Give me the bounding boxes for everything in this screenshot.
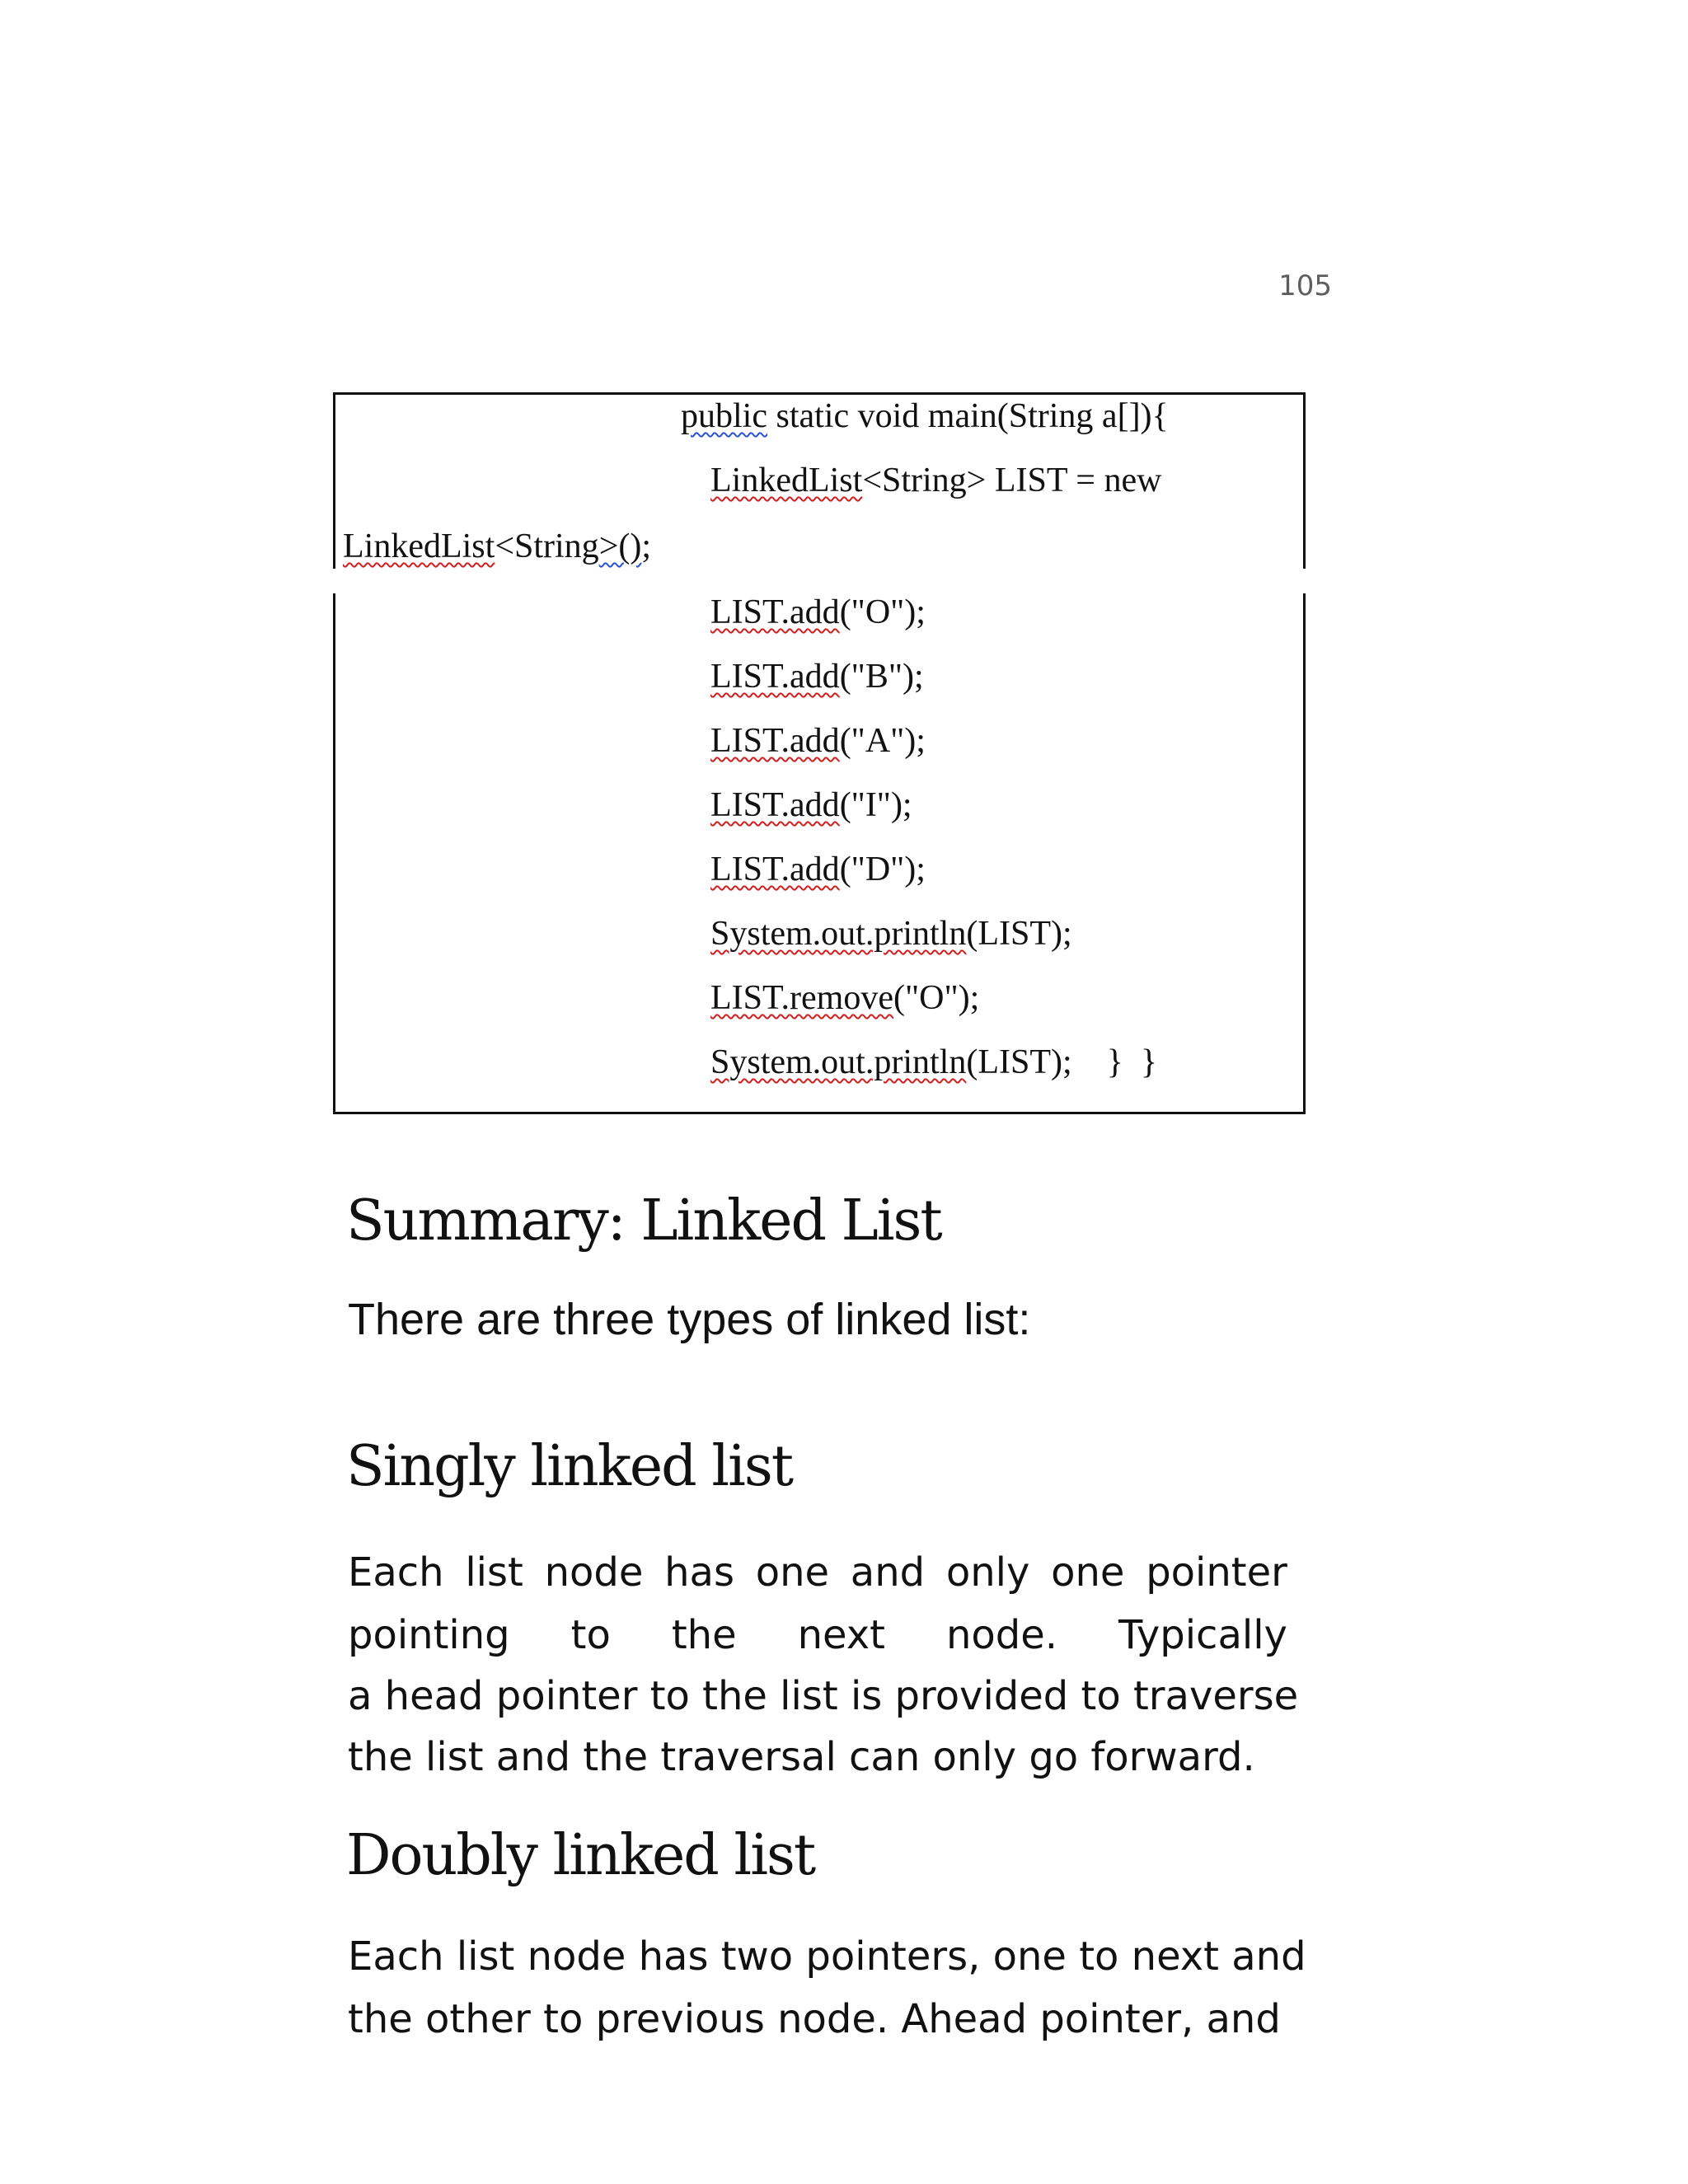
singly-paragraph-line: the list and the traversal can only go forward. <box>348 1734 1255 1780</box>
word: list <box>465 1549 523 1596</box>
code-line-add <box>710 659 924 694</box>
summary-heading: Summary: Linked List <box>346 1188 941 1254</box>
code-line-print <box>710 916 1072 951</box>
singly-paragraph-line <box>348 1612 1287 1658</box>
code-call-list-remove: LIST.remove <box>710 979 893 1017</box>
code-line-add <box>710 595 926 630</box>
code-keyword-public: public <box>681 397 767 435</box>
code-call-println: System.out.println <box>710 915 967 953</box>
code-remove-argument: ("O"); <box>893 979 980 1017</box>
word: pointer <box>1146 1549 1287 1596</box>
word: has <box>664 1549 734 1596</box>
word: one <box>1051 1549 1125 1596</box>
word: node. <box>945 1612 1057 1658</box>
word: only <box>945 1549 1030 1596</box>
word: next <box>797 1612 885 1658</box>
code-add-argument: ("A"); <box>839 722 926 760</box>
doubly-heading: Doubly linked list <box>346 1823 815 1888</box>
code-line-add <box>710 852 926 887</box>
word: one <box>755 1549 830 1596</box>
singly-heading: Singly linked list <box>346 1434 793 1499</box>
code-class-linkedlist: LinkedList <box>710 462 863 499</box>
code-println-argument-close: (LIST); } } <box>966 1043 1157 1081</box>
page-number: 105 <box>1278 269 1332 302</box>
code-line-list-constructor <box>343 529 651 564</box>
word: the <box>671 1612 737 1658</box>
code-call-println: System.out.println <box>710 1043 967 1081</box>
code-line-list-declaration <box>710 463 1161 498</box>
word: Each <box>348 1549 444 1596</box>
word: pointing <box>348 1612 510 1658</box>
code-line-remove <box>710 981 979 1015</box>
code-line-add <box>710 788 912 823</box>
code-line-main-signature <box>681 399 1169 434</box>
doubly-paragraph-line: the other to previous node. Ahead pointer, and <box>348 1996 1281 2042</box>
code-add-argument: ("O"); <box>839 593 926 631</box>
code-box-border-gap-left <box>330 569 340 593</box>
code-line-print-close <box>710 1045 1157 1080</box>
code-add-argument: ("D"); <box>839 851 926 888</box>
code-call-list-add: LIST.add <box>710 722 840 760</box>
code-println-argument: (LIST); <box>966 915 1072 953</box>
code-call-list-add: LIST.add <box>710 786 840 824</box>
intro-text: There are three types of linked list: <box>348 1295 1031 1344</box>
code-line-add <box>710 724 926 758</box>
word: Typically <box>1118 1612 1287 1658</box>
code-declaration-rest: <String> LIST = new <box>862 462 1162 499</box>
code-constructor-generic: <String <box>495 527 599 565</box>
word: and <box>850 1549 926 1596</box>
doubly-paragraph-line: Each list node has two pointers, one to next and <box>348 1933 1306 1980</box>
word: to <box>570 1612 611 1658</box>
code-add-argument: ("B"); <box>839 658 924 696</box>
code-main-signature-rest: static void main(String a[]){ <box>767 397 1169 435</box>
singly-paragraph-line: a head pointer to the list is provided to traverse <box>348 1673 1299 1719</box>
code-call-list-add: LIST.add <box>710 658 840 696</box>
word: node <box>544 1549 644 1596</box>
code-box-border-gap-right <box>1299 569 1309 593</box>
code-add-argument: ("I"); <box>839 786 912 824</box>
code-class-linkedlist-constructor: LinkedList <box>343 527 495 565</box>
code-call-list-add: LIST.add <box>710 851 840 888</box>
code-constructor-parens: >() <box>598 527 642 565</box>
code-constructor-semicolon: ; <box>641 527 652 565</box>
singly-paragraph-line <box>348 1549 1287 1596</box>
code-call-list-add: LIST.add <box>710 593 840 631</box>
